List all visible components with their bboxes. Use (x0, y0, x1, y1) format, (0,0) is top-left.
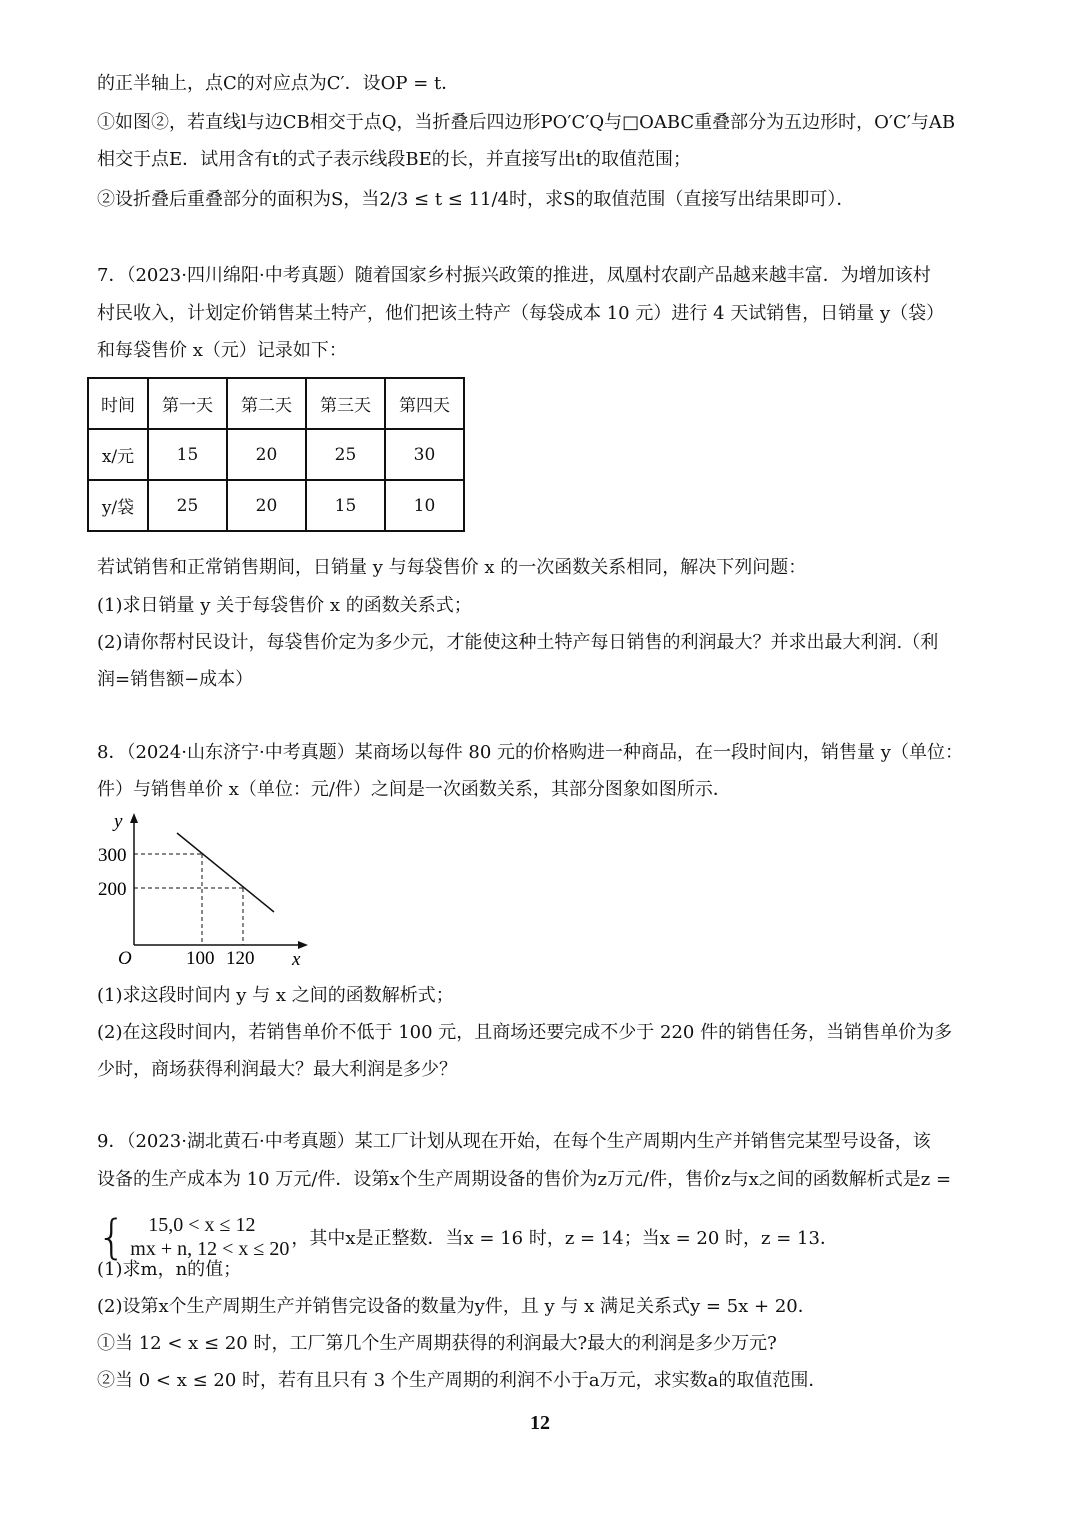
q8-line-3: (1)求这段时间内 y 与 x 之间的函数解析式； (97, 985, 454, 1006)
q6-line-3: 相交于点E．试用含有t的式子表示线段BE的长，并直接写出t的取值范围； (97, 149, 691, 170)
table-header-row (88, 378, 464, 429)
table-cell: 20 (227, 480, 306, 531)
q9-line-6: ①当 12 < x ≤ 20 时，工厂第几个生产周期获得的利润最大?最大的利润是多少万元? (97, 1333, 777, 1354)
table-header: 时间 (88, 378, 148, 429)
piecewise-function (97, 1212, 838, 1262)
table-header: 第一天 (148, 378, 227, 429)
q6-line-2: ①如图②，若直线l与边CB相交于点Q，当折叠后四边形PO′C′Q与□OABC重叠部分为五边形时，O′C′与AB (97, 112, 956, 133)
q8-line-4: (2)在这段时间内，若销售单价不低于 100 元，且商场还要完成不少于 220 件的销售任务，当销售单价为多 (97, 1022, 953, 1043)
table-cell: 15 (148, 429, 227, 480)
table-header: 第三天 (306, 378, 385, 429)
page-number: 12 (530, 1412, 550, 1434)
y-tick: 200 (98, 879, 127, 900)
q9-line-4: (1)求m，n的值； (97, 1259, 242, 1280)
q7-line-1: 7．（2023·四川绵阳·中考真题）随着国家乡村振兴政策的推进，凤凰村农副产品越来越丰富．为增加该村 (97, 265, 931, 286)
brace-icon: { (97, 1210, 127, 1264)
linear-function-graph (90, 805, 320, 975)
sales-table (87, 377, 465, 532)
q8-line-1: 8．（2024·山东济宁·中考真题）某商场以每件 80 元的价格购进一种商品，在一段时间内，销售量 y（单位： (97, 742, 963, 763)
table-cell: 25 (148, 480, 227, 531)
q9-line-7: ②当 0 < x ≤ 20 时，若有且只有 3 个生产周期的利润不小于a万元，求实数a的取值范围． (97, 1370, 827, 1391)
q9-line-3: ，其中x是正整数．当x = 16 时，z = 14；当x = 20 时，z = 13． (291, 1228, 838, 1249)
cases (130, 1213, 289, 1261)
table-cell: 25 (306, 429, 385, 480)
q8-line-5: 少时，商场获得利润最大？最大利润是多少？ (97, 1059, 457, 1080)
x-tick: 100 (186, 948, 215, 969)
q7-line-6: (2)请你帮村民设计，每袋售价定为多少元，才能使这种土特产每日销售的利润最大？并求出最大利润.（利 (97, 632, 939, 653)
table-row (88, 480, 464, 531)
q7-line-5: (1)求日销量 y 关于每袋售价 x 的函数关系式； (97, 595, 472, 616)
q9-line-5: (2)设第x个生产周期生产并销售完设备的数量为y件，且 y 与 x 满足关系式y = 5x + 20． (97, 1296, 816, 1317)
q8-line-2: 件）与销售单价 x（单位：元/件）之间是一次函数关系，其部分图象如图所示． (97, 779, 731, 800)
y-tick: 300 (98, 845, 127, 866)
table-row (88, 429, 464, 480)
table-cell: 30 (385, 429, 464, 480)
function-line (177, 833, 274, 912)
q9-line-1: 9．（2023·湖北黄石·中考真题）某工厂计划从现在开始，在每个生产周期内生产并销售完某型号设备，该 (97, 1131, 931, 1152)
q9-line-2: 设备的生产成本为 10 万元/件．设第x个生产周期设备的售价为z万元/件，售价z与x之间的函数解析式是z = (97, 1169, 952, 1190)
q7-line-2: 村民收入，计划定价销售某土特产，他们把该土特产（每袋成本 10 元）进行 4 天试销售，日销量 y（袋） (97, 303, 945, 324)
table-header: 第四天 (385, 378, 464, 429)
origin-label: O (118, 948, 132, 969)
table-cell: x/元 (88, 429, 148, 480)
q7-line-7: 润=销售额−成本） (97, 669, 254, 690)
q7-line-3: 和每袋售价 x（元）记录如下： (97, 340, 347, 361)
table-cell: 15 (306, 480, 385, 531)
table-cell: 20 (227, 429, 306, 480)
q6-line-1: 的正半轴上，点C的对应点为C′．设OP = t． (97, 73, 460, 94)
y-label: y (114, 811, 123, 832)
q7-line-4: 若试销售和正常销售期间，日销量 y 与每袋售价 x 的一次函数关系相同，解决下列问题： (97, 557, 807, 578)
x-label: x (292, 949, 301, 970)
x-axis-arrow (298, 941, 308, 949)
table-header: 第二天 (227, 378, 306, 429)
x-tick: 120 (226, 948, 255, 969)
table-cell: y/袋 (88, 480, 148, 531)
y-axis-arrow (130, 813, 138, 823)
q6-line-4: ②设折叠后重叠部分的面积为S，当2/3 ≤ t ≤ 11/4时，求S的取值范围（直接写出结果即可）． (97, 189, 855, 210)
table-cell: 10 (385, 480, 464, 531)
case-2: mx + n, 12 < x ≤ 20 (130, 1238, 290, 1260)
case-1: 15,0 < x ≤ 12 (148, 1214, 256, 1236)
